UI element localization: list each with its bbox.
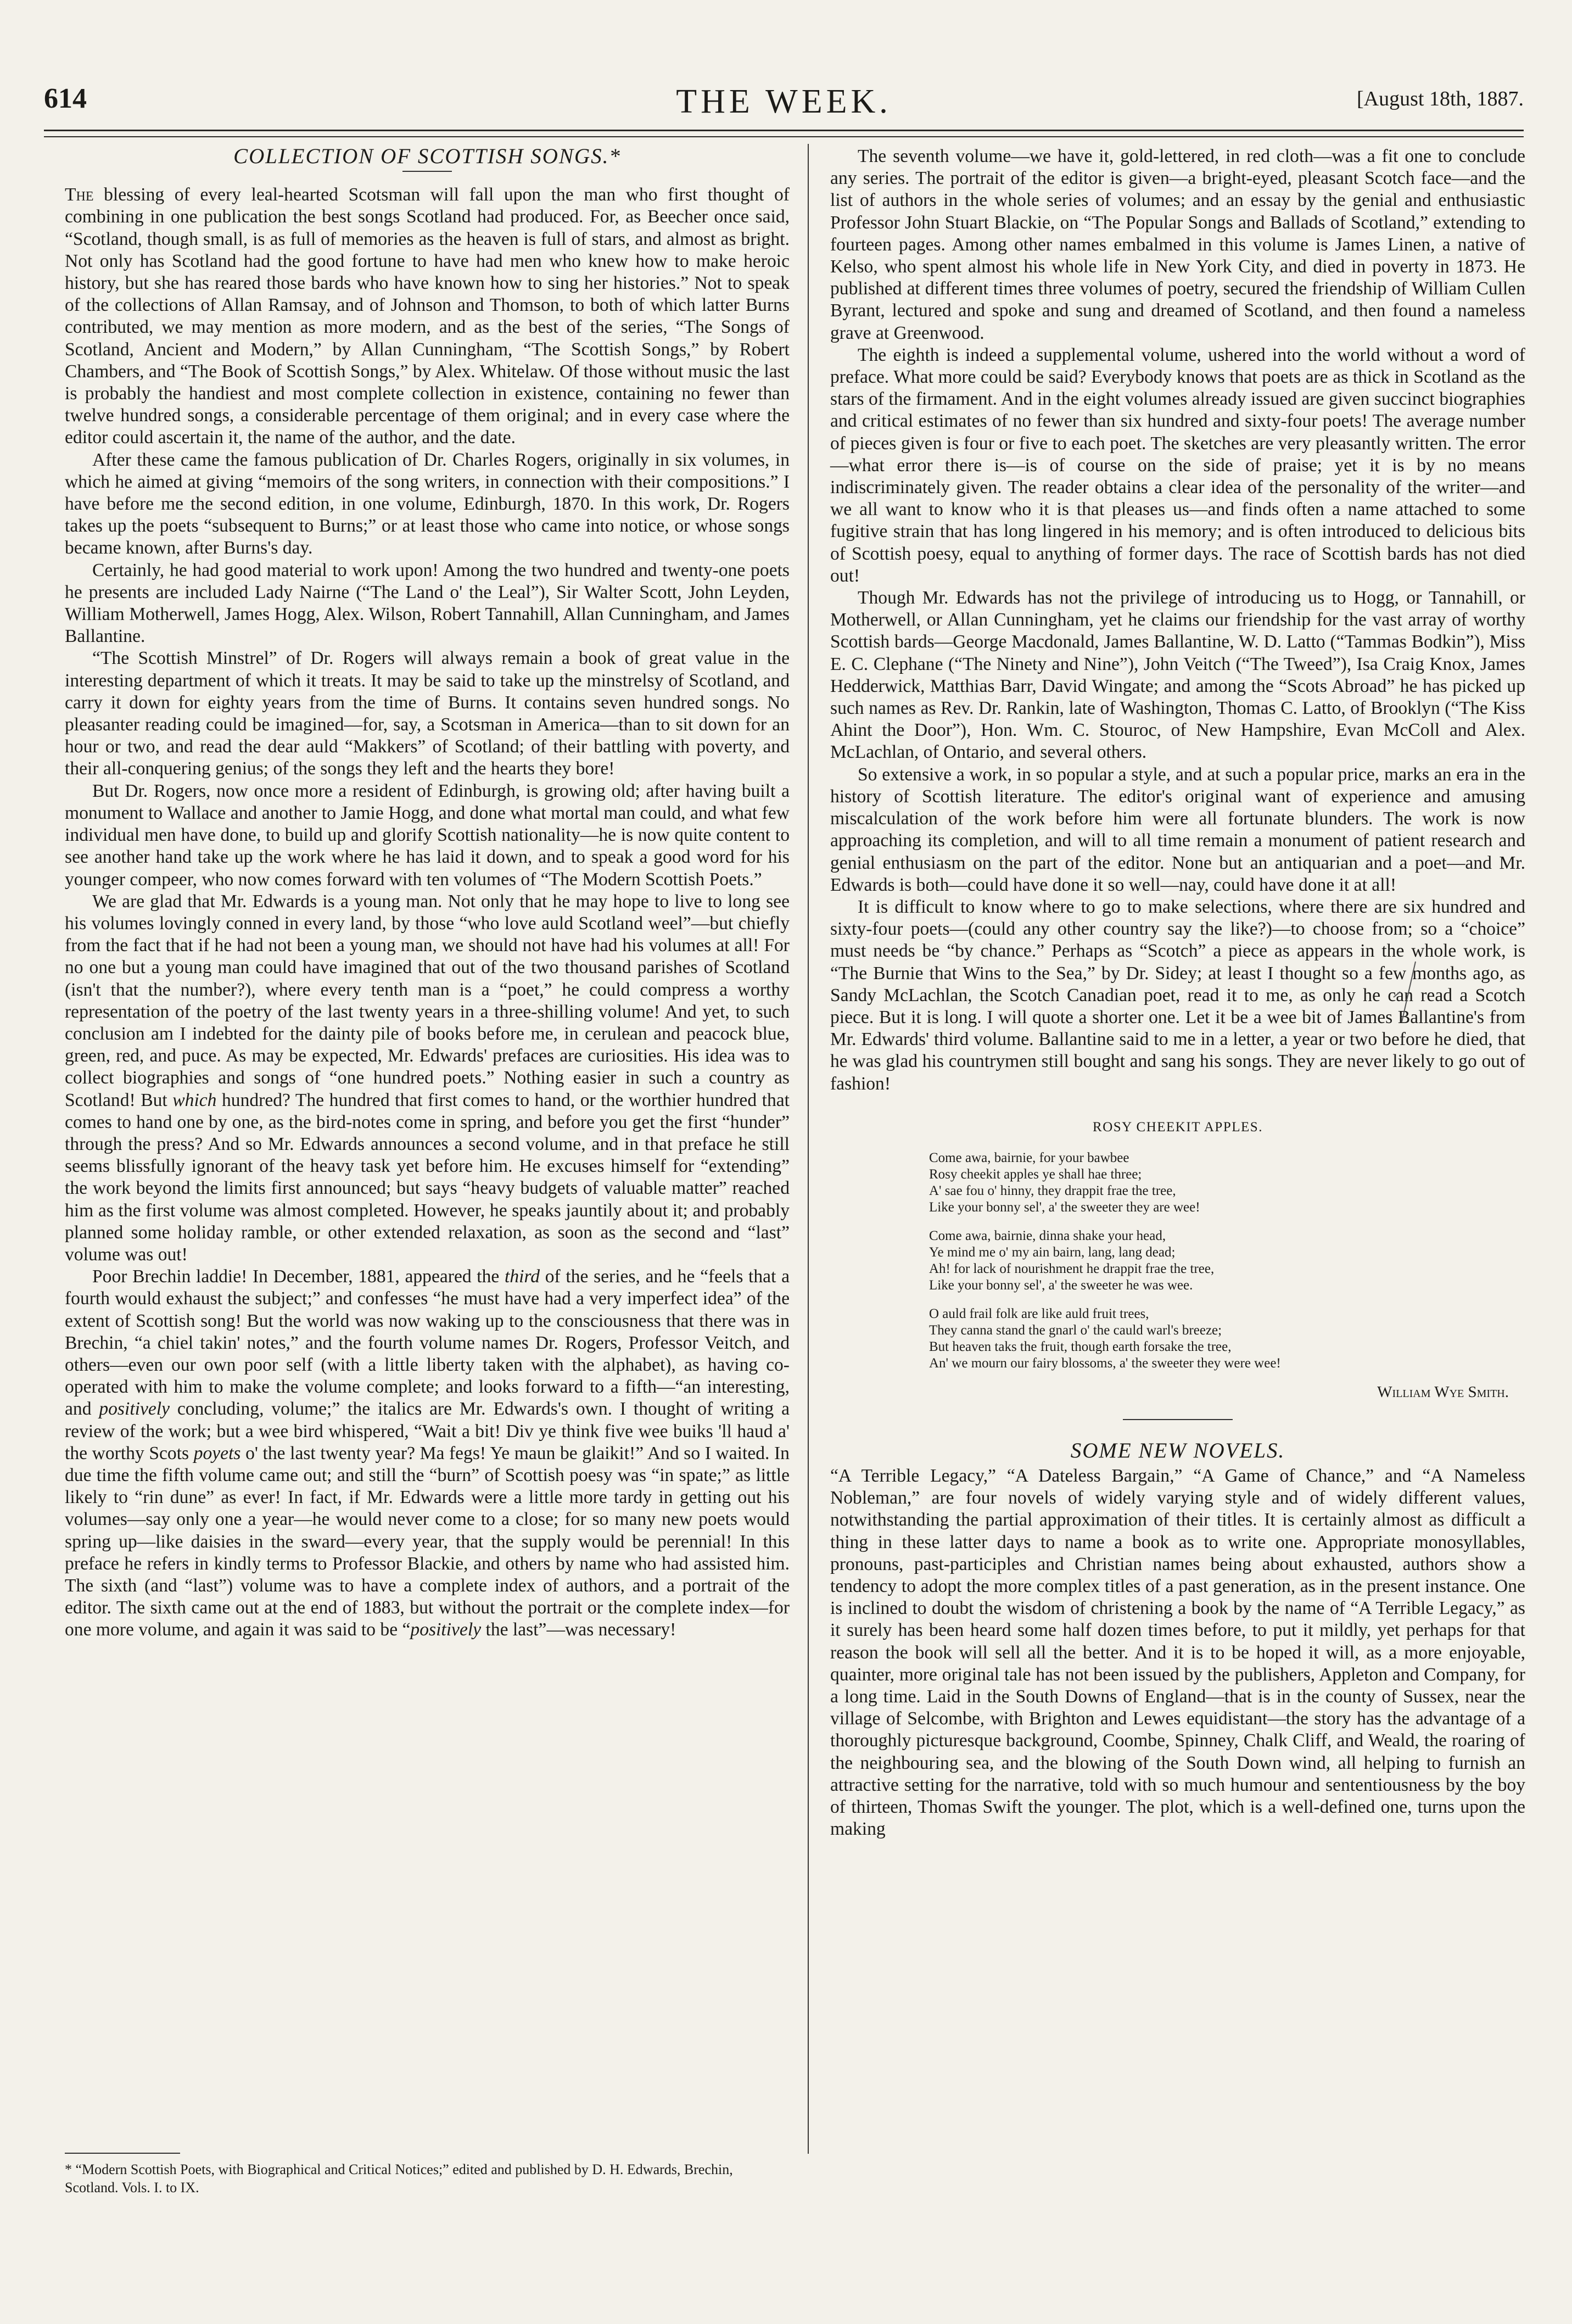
pencil-mark-icon bbox=[1388, 959, 1426, 1025]
paragraph bbox=[65, 184, 790, 449]
poem-line: But heaven taks the fruit, though earth forsake the tree, bbox=[929, 1339, 1232, 1354]
paragraph: It is difficult to know where to go to make selections, where there are six hundred and sixty-four poets—(could any other country say the like?)—to choose from; so a “choice” must needs be “by chance.” Perhaps as “Scotch” a piece as appears in the whole work, is “The Burnie that Wins to the Sea,” by Dr. Sidey; at least I thought so a few months ago, as Sandy McLachlan, the Scotch Canadian poet, read it to me, as only he can read a Scotch piece. But it is long. I will quote a shorter one. Let it be a wee bit of James Ballantine's from Mr. Edwards' third volume. Ballantine said to me in a letter, a year or two before he died, that he was glad his countrymen still bought and sang his songs. They are never likely to go out of fashion! bbox=[830, 896, 1525, 1094]
poem-signature: William Wye Smith. bbox=[1377, 1383, 1509, 1401]
article-title: SOME NEW NOVELS. bbox=[1070, 1438, 1285, 1462]
paragraph-text: blessing of every leal-hearted Scotsman will fall upon the man who first thought of combining in one publication the best songs Scotland had produced. For, as Beecher once said, “Scotland, though small, is as full of memories as the heaven is full of stars, and almost as bright. Not only has Scotland had the good fortune to have had men who knew how to make heroic history, but she has reared those bards who have known how to sing her histories.” Not to speak of the collections of Allan Ramsay, and of Johnson and Thomson, to both of which latter Burns contributed, we may mention as more modern, and as the best of the series, “The Songs of Scotland, Ancient and Modern,” by Allan Cunningham, “The Scottish Songs,” by Robert Chambers, and “The Book of Scottish Songs,” by Alex. Whitelaw. Of those without music the last is probably the handiest and most complete collection in existence, containing no fewer than twelve hundred songs, a considerable percentage of them original; and in every case where the editor could ascertain it, the name of the author, and the date. bbox=[65, 185, 790, 448]
footnote-rule bbox=[65, 2153, 180, 2154]
paragraph: “A Terrible Legacy,” “A Dateless Bargain,” “A Game of Chance,” and “A Nameless Nobleman,” are four novels of widely varying style and of widely different values, notwithstanding the partial approximation of their titles. It is certainly almost as difficult a thing in these latter days to name a book as to write one. Appropriate monosyllables, pronouns, past-participles and Christian names being about exhausted, authors show a tendency to adopt the more complex titles of a past generation, as in the present instance. One is inclined to doubt the wisdom of christening a book by the name of “A Terrible Legacy,” as it surely has been heard some half dozen times before, to put it mildly, yet perhaps for that reason the book will sell all the better. And it is to be hoped it will, as a more enjoyable, quainter, more original tale has not been issued by the publishers, Appleton and Company, for a long time. Laid in the South Downs of England—that is in the county of Sussex, near the village of Selcombe, with Brighton and Lewes equidistant—the story has the advantage of a thoroughly picturesque background, Coombe, Spinney, Chalk Cliff, and Weald, the roaring of the neighbouring sea, and the blowing of the South Down wind, all helping to furnish an attractive setting for the narrative, told with so much humour and sententiousness by the boy of thirteen, Thomas Swift the younger. The plot, which is a well-defined one, turns upon the making bbox=[830, 1465, 1525, 1840]
paragraph-text: Poor Brechin laddie! In December, 1881, appeared the bbox=[92, 1266, 500, 1287]
poem-line: Rosy cheekit apples ye shall hae three; bbox=[929, 1166, 1142, 1182]
poem-line: Ye mind me o' my ain bairn, lang, lang dead; bbox=[929, 1244, 1176, 1260]
poem-line: They canna stand the gnarl o' the cauld warl's breeze; bbox=[929, 1322, 1222, 1338]
poem bbox=[830, 1119, 1525, 1400]
paragraph-text: hundred? The hundred that first comes to hand, or the worthier hundred that comes to hand one by one, as the bird-notes come in spring, and before you get the first “hunder” through the press? And so Mr. Edwards announces a second volume, and in that preface he still seems blissfully ignorant of the heavy task yet before him. He excuses himself for “extending” the work beyond the limits first announced; but says “heavy budgets of valuable matter” reached him as the first volume was almost completed. However, he speaks jauntily about it; and probably planned some holiday ramble, or other extended relaxation, as soon as the second and “last” volume was out! bbox=[65, 1090, 790, 1265]
header-rule bbox=[44, 130, 1524, 131]
poem-line: O auld frail folk are like auld fruit trees, bbox=[929, 1306, 1149, 1321]
issue-date: [August 18th, 1887. bbox=[1357, 87, 1524, 110]
poem-line: Like your bonny sel', a' the sweeter they are wee! bbox=[929, 1199, 1200, 1215]
italic-text: positively bbox=[99, 1399, 170, 1420]
paragraph-text: of the series, and he “feels that a fourth would exhaust the subject;” and confesses “he must have had a very imperfect idea” of the extent of Scottish song! But the world was now waking up to the consciousness that there was in Brechin, “a chiel takin' notes,” and the fourth volume names Dr. Rogers, Professor Veitch, and others—even our own poor self (with a little liberty taken with the alphabet), as having co-operated with him to make the volume complete; and looks forward to a fifth—“an interesting, and bbox=[65, 1266, 790, 1420]
poem-stanza bbox=[929, 1228, 1525, 1294]
article-title: COLLECTION OF SCOTTISH SONGS.* bbox=[233, 144, 621, 168]
italic-text: which bbox=[172, 1090, 217, 1110]
paragraph: Though Mr. Edwards has not the privilege of introducing us to Hogg, or Tannahill, or Motherwell, or Allan Cunningham, yet he claims our friendship for the vast array of worthy Scottish bards—George Macdonald, James Ballantine, W. D. Latto (“Tammas Bodkin”), Miss E. C. Clephane (“The Ninety and Nine”), John Veitch (“The Tweed”), Isa Craig Knox, James Hedderwick, Matthias Barr, David Wingate; and among the “Scots Abroad” he has picked up such names as Rev. Dr. Rankin, late of Washington, Thomas C. Latto, of Brooklyn (“The Kiss Ahint the Door”), Hon. Wm. C. Stouroc, of New Hampshire, Evan McColl and Alex. McLachlan, of Ontario, and several others. bbox=[830, 588, 1525, 763]
paragraph-text: o' the last twenty year? Ma fegs! Ye maun be glaikit!” And so I waited. In due time the fifth volume came out; and still the “burn” of Scottish poesy was “in spate;” as little likely to “rin dune” as ever! In fact, if Mr. Edwards were a little more tardy in getting out his volumes—say only one a year—he would never come to a close; for so many new poets would spring up—like daisies in the sward—every year, that the supply would be perennial! In this preface he refers in kindly terms to Professor Blackie, and others by name who had assisted him. The sixth (and “last”) volume was to have a complete index of authors, and a portrait of the editor. The sixth came out at the end of 1883, but without the portrait or the complete index—for one more volume, and again it was said to be “ bbox=[65, 1443, 790, 1640]
paragraph: Certainly, he had good material to work upon! Among the two hundred and twenty-one poets he presents are included Lady Nairne (“The Land o' the Leal”), Sir Walter Scott, John Leyden, William Motherwell, James Hogg, Alex. Wilson, Robert Tannahill, Allan Cunningham, and James Ballantine. bbox=[65, 560, 790, 647]
poem-stanza bbox=[929, 1306, 1525, 1372]
poem-line: Come awa, bairnie, for your bawbee bbox=[929, 1150, 1129, 1165]
poem-line: Ah! for lack of nourishment he drappit frae the tree, bbox=[929, 1261, 1215, 1276]
paragraph: The seventh volume—we have it, gold-lettered, in red cloth—was a fit one to conclude any series. The portrait of the editor is given—a bright-eyed, pleasant Scotch face—and the list of authors in the whole series of volumes; and an essay by the genial and enthusiastic Professor John Stuart Blackie, on “The Popular Songs and Ballads of Scotland,” extending to fourteen pages. Among other names embalmed in this volume is James Linen, a native of Kelso, who spent almost his whole life in New York City, and died in poverty in 1873. He published at different times three volumes of poetry, secured the friendship of William Cullen Byrant, lectured and spoke and sung and dreamed of Scotland, and then found a nameless grave at Greenwood. bbox=[830, 146, 1525, 343]
paragraph: After these came the famous publication of Dr. Charles Rogers, originally in six volumes, in which he aimed at giving “memoirs of the song writers, in connection with their compositions.” I have before me the second edition, in one volume, Edinburgh, 1870. In this work, Dr. Rogers takes up the poets “subsequent to Burns;” or at least those who came into notice, or whose songs became known, after Burns's day. bbox=[65, 449, 790, 558]
paragraph bbox=[65, 1266, 790, 1641]
paragraph: But Dr. Rogers, now once more a resident of Edinburgh, is growing old; after having built a monument to Wallace and another to Jamie Hogg, and done what mortal man could, and what few individual men have done, to build up and glorify Scottish nationality—he is now quite content to see another hand take up the work where he has laid it down, and to speak a good word for his younger compeer, who now comes forward with ten volumes of “The Modern Scottish Poets.” bbox=[65, 780, 790, 890]
poem-line: Come awa, bairnie, dinna shake your head, bbox=[929, 1228, 1166, 1243]
poem-line: Like your bonny sel', a' the sweeter he was wee. bbox=[929, 1277, 1193, 1293]
paragraph: The eighth is indeed a supplemental volume, ushered into the world without a word of preface. What more could be said? Everybody knows that poets are as thick in Scotland as the stars of the firmament. And in the eight volumes already issued are given succinct biographies and critical estimates of no fewer than six hundred and sixty-four poets! The average number of pieces given is four or five to each poet. The sketches are very pleasantly written. The error—what error there is—is of course on the side of praise; yet it is by no means indiscriminately given. The reader obtains a clear idea of the personality of the writer—and we all want to know who it is that pleases us—and finds often a name attached to some fugitive strain that has long lingered in his memory; and is often introduced to delicious bits of Scottish poesy, equal to anything of former days. The race of Scottish bards has not died out! bbox=[830, 344, 1525, 586]
paragraph-text: the last”—was necessary! bbox=[485, 1619, 676, 1640]
poem-stanza bbox=[929, 1150, 1525, 1216]
footnote: * “Modern Scottish Poets, with Biographical and Critical Notices;” edited and published by D. H. Edwards, Brechin, Scotland. Vols. I. to IX. bbox=[65, 2161, 733, 2195]
title-rule bbox=[402, 171, 452, 172]
italic-text: positively bbox=[410, 1619, 482, 1640]
paragraph: “The Scottish Minstrel” of Dr. Rogers will always remain a book of great value in the interesting department of which it treats. It may be said to take up the minstrelsy of Scotland, and carry it down for eighty years from the time of Burns. It contains seven hundred songs. No pleasanter reading could be imagined—for, say, a Scotsman in America—than to sit down for an hour or two, and read the dear auld “Makkers” of Scotland; of their battling with poverty, and their all-conquering genius; of the songs they left and the hearts they bore! bbox=[65, 648, 790, 779]
lead-word: The bbox=[65, 185, 94, 205]
page-number: 614 bbox=[44, 83, 87, 114]
paragraph bbox=[65, 891, 790, 1266]
section-rule bbox=[1123, 1419, 1233, 1420]
left-column bbox=[65, 146, 790, 1641]
poem-line: An' we mourn our fairy blossoms, a' the sweeter they were wee! bbox=[929, 1355, 1281, 1371]
italic-text: poyets bbox=[193, 1443, 241, 1463]
masthead: THE WEEK. bbox=[676, 83, 892, 120]
poem-line: A' sae fou o' hinny, they drappit frae the tree, bbox=[929, 1183, 1176, 1198]
paragraph: So extensive a work, in so popular a style, and at such a popular price, marks an era in the history of Scottish literature. The editor's original want of experience and amusing miscalculation of the work before him were all fortunate blunders. The work is now approaching its completion, and will to all time remain a monument of patient research and genial enthusiasm on the part of the editor. None but an antiquarian and a poet—and Mr. Edwards is both—could have done it so well—nay, could have done it at all! bbox=[830, 764, 1525, 895]
poem-title: ROSY CHEEKIT APPLES. bbox=[1093, 1119, 1263, 1135]
header-rule-thin bbox=[44, 136, 1524, 137]
italic-text: third bbox=[505, 1266, 540, 1287]
page-header bbox=[44, 82, 1524, 132]
paragraph-text: concluding, volume;” the italics are Mr. Edwards's own. I thought of writing a review of the work; but a wee bird whispered, “Wait a bit! Div ye think five wee buiks 'll haud a' the worthy Scots bbox=[65, 1399, 790, 1463]
paragraph-text: We are glad that Mr. Edwards is a young man. Not only that he may hope to live to long see his volumes lovingly conned in every land, by those “who love auld Scotland weel”—but chiefly from the fact that if he had not been a young man, we should not have had his volumes at all! For no one but a young man could have imagined that out of the two thousand parishes of Scotland (isn't that the number?), where every tenth man is a “poet,” he could compress a worthy representation of the poetry of the last twenty years in a three-shilling volume! And yet, to such conclusion am I indebted for the dainty pile of books before me, in cerulean and peacock blue, green, red, and puce. As may be expected, Mr. Edwards' prefaces are curiosities. His idea was to collect biographies and songs of “one hundred poets.” Nothing easier in such a country as Scotland! But bbox=[65, 891, 790, 1110]
column-divider bbox=[808, 144, 809, 2154]
